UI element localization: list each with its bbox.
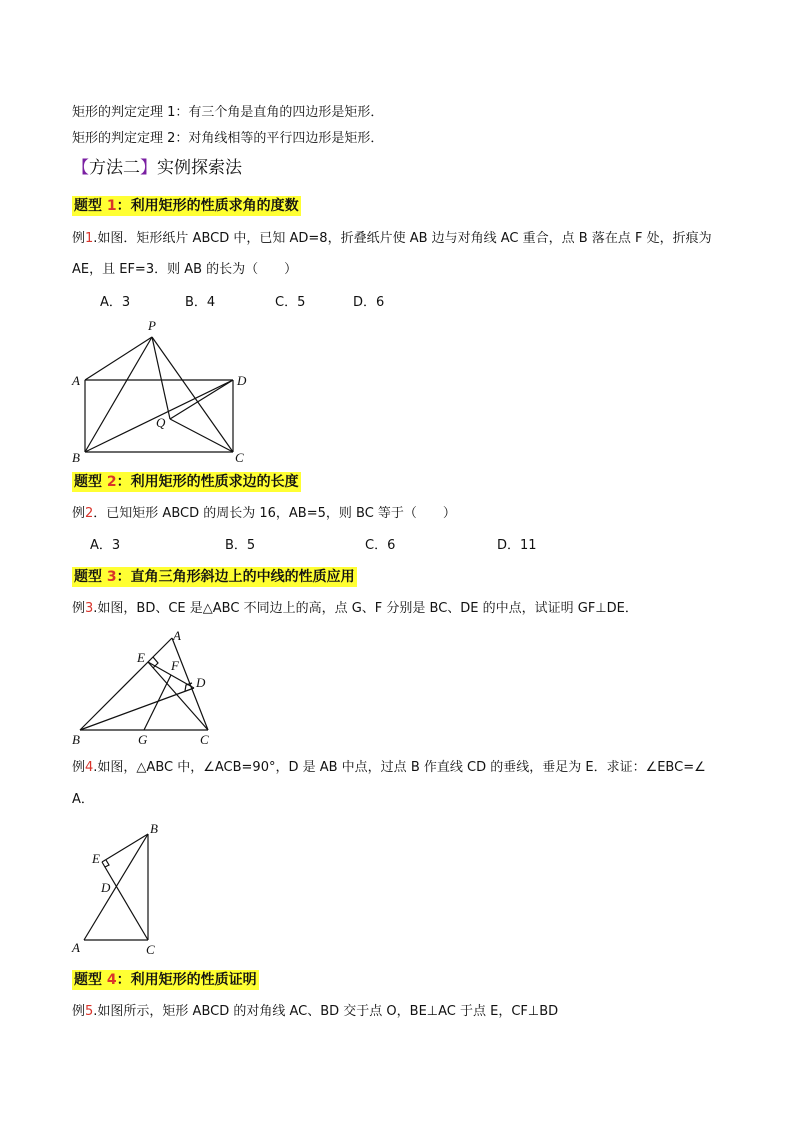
example-2-line-1 <box>72 505 456 523</box>
theorem-2: 矩形的判定定理 2：对角线相等的平行四边形是矩形． <box>72 131 384 146</box>
section-number: 4 <box>106 972 117 988</box>
section-title: ：利用矩形的性质证明 <box>116 972 257 988</box>
example-1-line-2: AE，且 EF=3．则 AB 的长为（ ） <box>72 262 298 277</box>
example-text: .如图所示，矩形 ABCD 的对角线 AC、BD 交于点 O，BE⊥AC 于点 E，CF⊥BD <box>93 1004 559 1019</box>
choice-a: A．3 <box>100 295 131 310</box>
section-heading-4 <box>72 970 259 990</box>
label-C: C <box>200 732 209 747</box>
label-A: A <box>72 373 80 388</box>
section-number: 1 <box>106 198 117 214</box>
method-left-bracket: 【 <box>72 158 89 178</box>
label-B: B <box>72 732 80 747</box>
label-D: D <box>101 880 111 895</box>
example-number: 5 <box>85 1004 94 1019</box>
figure-4-right-triangle <box>60 818 180 958</box>
section-title: ：利用矩形的性质求边的长度 <box>116 474 299 490</box>
example-number: 1 <box>85 231 94 246</box>
example-number: 4 <box>85 760 94 775</box>
label-E: E <box>137 650 145 665</box>
label-B: B <box>150 821 158 836</box>
example-2-choices <box>90 537 537 555</box>
example-prefix: 例 <box>72 506 86 521</box>
method-heading <box>72 156 242 180</box>
method-label: 方法二 <box>89 158 140 178</box>
section-prefix: 题型 <box>74 972 107 988</box>
section-prefix: 题型 <box>74 474 107 490</box>
example-text: .如图，BD、CE 是△ABC 不同边上的高，点 G、F 分别是 BC、DE 的中点，试证明 GF⊥DE． <box>93 601 638 616</box>
label-D: D <box>237 373 247 388</box>
example-5-line-1 <box>72 1003 558 1021</box>
example-number: 2 <box>85 506 94 521</box>
figure-3-triangle-altitudes <box>60 624 230 754</box>
example-1-choices <box>100 294 384 312</box>
example-1-line-1 <box>72 230 712 248</box>
label-E: E <box>92 851 100 866</box>
section-heading-2 <box>72 472 301 492</box>
section-number: 3 <box>106 569 117 585</box>
label-A: A <box>173 628 181 643</box>
example-4-line-2: A． <box>72 792 94 807</box>
section-heading-1 <box>72 196 301 216</box>
choice-d: D．11 <box>497 538 537 553</box>
label-C: C <box>146 942 155 957</box>
method-right-bracket: 】 <box>140 158 157 178</box>
choice-b: B．5 <box>225 538 256 553</box>
label-B: B <box>72 450 80 465</box>
choice-c: C．6 <box>365 538 396 553</box>
method-name: 实例探索法 <box>157 158 242 178</box>
section-heading-3 <box>72 567 357 587</box>
label-C: C <box>235 450 244 465</box>
section-prefix: 题型 <box>74 198 107 214</box>
example-number: 3 <box>85 601 94 616</box>
example-text: ．已知矩形 ABCD 的周长为 16，AB=5，则 BC 等于（ ） <box>93 506 456 521</box>
example-prefix: 例 <box>72 1004 86 1019</box>
example-3-line-1 <box>72 600 638 618</box>
label-A: A <box>72 940 80 955</box>
example-text: .如图．矩形纸片 ABCD 中，已知 AD=8，折叠纸片使 AB 边与对角线 AC 重合，点 B 落在点 F 处，折痕为 <box>93 231 712 246</box>
label-P: P <box>148 318 156 333</box>
label-G: G <box>138 732 148 747</box>
label-D: D <box>196 675 206 690</box>
choice-a: A．3 <box>90 538 121 553</box>
choice-c: C．5 <box>275 295 306 310</box>
example-4-line-1 <box>72 759 706 777</box>
section-title: ：利用矩形的性质求角的度数 <box>116 198 299 214</box>
figure-1-rectangle-fold <box>60 312 270 472</box>
example-text: .如图，△ABC 中，∠ACB=90°，D 是 AB 中点，过点 B 作直线 CD 的垂线，垂足为 E．求证：∠EBC=∠ <box>93 760 706 775</box>
example-prefix: 例 <box>72 760 86 775</box>
label-F: F <box>171 658 179 673</box>
example-prefix: 例 <box>72 231 86 246</box>
section-prefix: 题型 <box>74 569 107 585</box>
label-Q: Q <box>156 415 166 430</box>
choice-b: B．4 <box>185 295 216 310</box>
section-number: 2 <box>106 474 117 490</box>
theorem-1: 矩形的判定定理 1：有三个角是直角的四边形是矩形． <box>72 105 384 120</box>
example-prefix: 例 <box>72 601 86 616</box>
section-title: ：直角三角形斜边上的中线的性质应用 <box>116 569 355 585</box>
choice-d: D．6 <box>353 295 385 310</box>
